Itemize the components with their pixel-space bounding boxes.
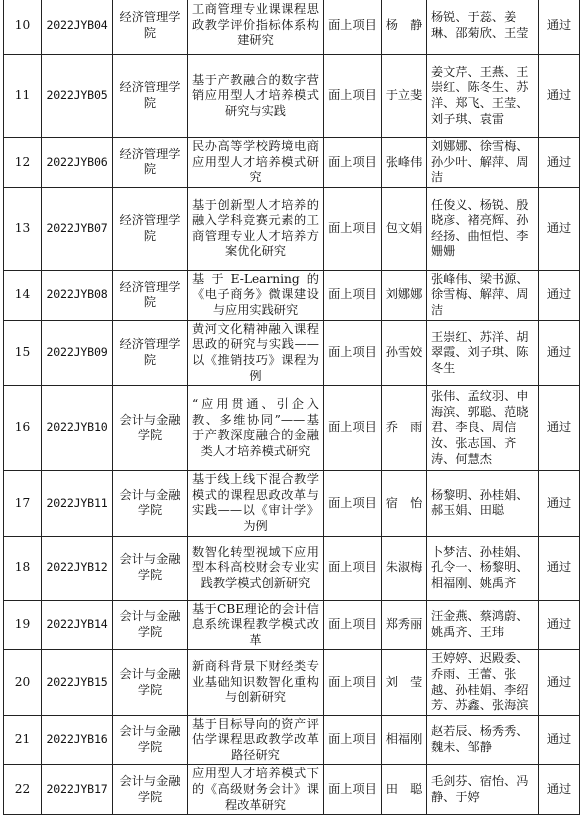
project-title: 基于线上线下混合教学模式的课程思政改革与实践——以《审计学》为例 xyxy=(188,471,324,536)
project-members: 汪金燕、蔡鸿蔚、姚禹齐、王玮 xyxy=(427,600,539,650)
review-result: 通过 xyxy=(539,715,580,765)
project-code: 2022JYB10 xyxy=(42,386,113,471)
college-name: 会计与金融学院 xyxy=(113,536,188,600)
table-row xyxy=(4,187,580,270)
row-number: 22 xyxy=(4,765,42,815)
table-row xyxy=(4,320,580,385)
project-code: 2022JYB17 xyxy=(42,765,113,815)
project-members: 刘娜娜、徐雪梅、孙少叶、解萍、周洁 xyxy=(427,138,539,188)
project-host: 宿 怡 xyxy=(382,471,427,536)
college-name: 经济管理学院 xyxy=(113,55,188,138)
row-number: 19 xyxy=(4,600,42,650)
row-number: 14 xyxy=(4,270,42,320)
project-title: 基于创新型人才培养的融入学科竞赛元素的工商管理专业人才培养方案优化研究 xyxy=(188,187,324,270)
project-host: 孙雪姣 xyxy=(382,320,427,385)
project-title: 基于CBE理论的会计信息系统课程教学模式改革 xyxy=(188,600,324,650)
project-members: 张伟、孟纹羽、申海滨、郭聪、范晓君、李良、周信汝、张志国、齐涛、何慧杰 xyxy=(427,386,539,471)
project-table xyxy=(3,0,580,815)
project-code: 2022JYB04 xyxy=(42,0,113,55)
review-result: 通过 xyxy=(539,386,580,471)
project-members: 王婷婷、迟殿委、乔雨、王蕾、张越、孙桂娟、李绍芳、苏鑫、张海滨 xyxy=(427,650,539,715)
college-name: 会计与金融学院 xyxy=(113,650,188,715)
review-result: 通过 xyxy=(539,55,580,138)
table-row xyxy=(4,650,580,715)
project-title: 应用型人才培养模式下的《高级财务会计》课程改革研究 xyxy=(188,765,324,815)
review-result: 通过 xyxy=(539,320,580,385)
row-number: 20 xyxy=(4,650,42,715)
review-result: 通过 xyxy=(539,536,580,600)
table-row xyxy=(4,600,580,650)
project-host: 刘 莹 xyxy=(382,650,427,715)
project-level: 面上项目 xyxy=(324,187,382,270)
table-body xyxy=(4,0,580,815)
project-level: 面上项目 xyxy=(324,600,382,650)
project-code: 2022JYB08 xyxy=(42,270,113,320)
project-level: 面上项目 xyxy=(324,650,382,715)
review-result: 通过 xyxy=(539,270,580,320)
table-row xyxy=(4,536,580,600)
project-host: 张峰伟 xyxy=(382,138,427,188)
project-level: 面上项目 xyxy=(324,138,382,188)
project-host: 包文娟 xyxy=(382,187,427,270)
project-code: 2022JYB09 xyxy=(42,320,113,385)
project-title: 新商科背景下财经类专业基础知识数智化重构与创新研究 xyxy=(188,650,324,715)
college-name: 经济管理学院 xyxy=(113,138,188,188)
project-title: 基于目标导向的资产评估学课程思政教学改革路径研究 xyxy=(188,715,324,765)
project-host: 相福刚 xyxy=(382,715,427,765)
college-name: 会计与金融学院 xyxy=(113,471,188,536)
table-row xyxy=(4,386,580,471)
project-members: 毛剑芬、宿怡、冯静、于婷 xyxy=(427,765,539,815)
row-number: 17 xyxy=(4,471,42,536)
review-result: 通过 xyxy=(539,600,580,650)
row-number: 11 xyxy=(4,55,42,138)
college-name: 经济管理学院 xyxy=(113,187,188,270)
college-name: 会计与金融学院 xyxy=(113,386,188,471)
project-host: 朱淑梅 xyxy=(382,536,427,600)
table-row xyxy=(4,471,580,536)
project-code: 2022JYB11 xyxy=(42,471,113,536)
row-number: 21 xyxy=(4,715,42,765)
college-name: 会计与金融学院 xyxy=(113,765,188,815)
college-name: 经济管理学院 xyxy=(113,320,188,385)
project-members: 赵若辰、杨秀秀、魏未、邹静 xyxy=(427,715,539,765)
table-row xyxy=(4,715,580,765)
table-row xyxy=(4,138,580,188)
project-level: 面上项目 xyxy=(324,320,382,385)
project-level: 面上项目 xyxy=(324,471,382,536)
row-number: 15 xyxy=(4,320,42,385)
table-row xyxy=(4,765,580,815)
college-name: 经济管理学院 xyxy=(113,270,188,320)
project-level: 面上项目 xyxy=(324,715,382,765)
project-title: 民办高等学校跨境电商应用型人才培养模式研究 xyxy=(188,138,324,188)
review-result: 通过 xyxy=(539,187,580,270)
project-code: 2022JYB07 xyxy=(42,187,113,270)
review-result: 通过 xyxy=(539,765,580,815)
project-level: 面上项目 xyxy=(324,0,382,55)
project-level: 面上项目 xyxy=(324,536,382,600)
project-title: 工商管理专业课课程思政教学评价指标体系构建研究 xyxy=(188,0,324,55)
project-host: 于立斐 xyxy=(382,55,427,138)
project-members: 任俊义、杨锐、殷晓彦、褚亮辉、孙经扬、曲恒恺、李姗姗 xyxy=(427,187,539,270)
project-code: 2022JYB14 xyxy=(42,600,113,650)
review-result: 通过 xyxy=(539,471,580,536)
project-host: 刘娜娜 xyxy=(382,270,427,320)
review-result: 通过 xyxy=(539,0,580,55)
project-host: 田 聪 xyxy=(382,765,427,815)
project-host: 乔 雨 xyxy=(382,386,427,471)
project-members: 卜梦洁、孙桂娟、孔令一、杨黎明、相福刚、姚禹齐 xyxy=(427,536,539,600)
project-code: 2022JYB16 xyxy=(42,715,113,765)
table-row xyxy=(4,0,580,55)
project-title: 基于E-Learning的《电子商务》微课建设与应用实践研究 xyxy=(188,270,324,320)
project-title: 基于产教融合的数字营销应用型人才培养模式研究与实践 xyxy=(188,55,324,138)
project-host: 杨 静 xyxy=(382,0,427,55)
project-code: 2022JYB12 xyxy=(42,536,113,600)
project-members: 王崇红、苏洋、胡翠霞、刘子琪、陈冬生 xyxy=(427,320,539,385)
table-row xyxy=(4,270,580,320)
row-number: 13 xyxy=(4,187,42,270)
college-name: 经济管理学院 xyxy=(113,0,188,55)
project-members: 姜文芹、王燕、王崇红、陈冬生、苏洋、郑飞、王莹、刘子琪、袁雷 xyxy=(427,55,539,138)
project-members: 张峰伟、梁书源、徐雪梅、解萍、周洁 xyxy=(427,270,539,320)
row-number: 10 xyxy=(4,0,42,55)
project-level: 面上项目 xyxy=(324,270,382,320)
review-result: 通过 xyxy=(539,650,580,715)
project-code: 2022JYB15 xyxy=(42,650,113,715)
project-level: 面上项目 xyxy=(324,765,382,815)
project-level: 面上项目 xyxy=(324,386,382,471)
review-result: 通过 xyxy=(539,138,580,188)
row-number: 18 xyxy=(4,536,42,600)
project-host: 郑秀丽 xyxy=(382,600,427,650)
table-row xyxy=(4,55,580,138)
project-code: 2022JYB06 xyxy=(42,138,113,188)
project-members: 杨黎明、孙桂娟、郝玉娟、田聪 xyxy=(427,471,539,536)
project-title: 黄河文化精神融入课程思政的研究与实践——以《推销技巧》课程为例 xyxy=(188,320,324,385)
project-code: 2022JYB05 xyxy=(42,55,113,138)
row-number: 16 xyxy=(4,386,42,471)
row-number: 12 xyxy=(4,138,42,188)
project-title: “应用贯通、引企入教、多维协同”——基于产教深度融合的金融类人才培养模式研究 xyxy=(188,386,324,471)
project-level: 面上项目 xyxy=(324,55,382,138)
project-title: 数智化转型视域下应用型本科高校财会专业实践教学模式创新研究 xyxy=(188,536,324,600)
college-name: 会计与金融学院 xyxy=(113,715,188,765)
project-members: 杨锐、于蕊、姜琳、邵菊欣、王莹 xyxy=(427,0,539,55)
college-name: 会计与金融学院 xyxy=(113,600,188,650)
